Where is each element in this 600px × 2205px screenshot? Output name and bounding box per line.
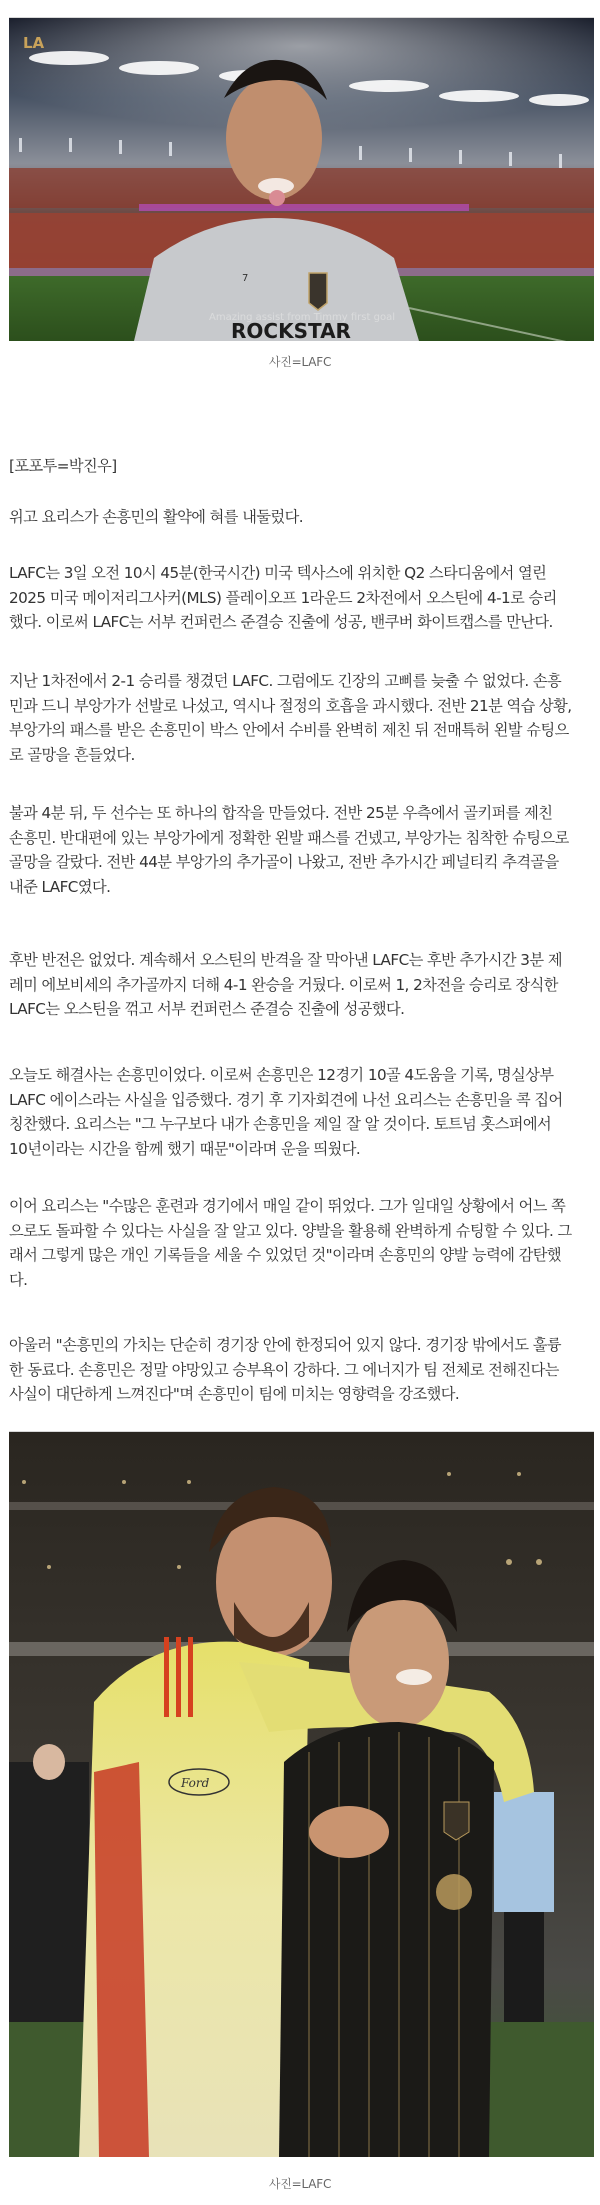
paragraph-line: 오늘도 해결사는 손흥민이었다. 이로써 손흥민은 12경기 10골 4도움을 기록, 명실상부 [9,1066,554,1084]
paragraph-line: 한 동료다. 손흥민은 정말 야망있고 승부욕이 강하다. 그 에너지가 팀 전체로 전해진다는 [9,1360,559,1379]
paragraph-line: 10년이라는 시간을 함께 했기 때문"이라며 운을 띄웠다. [9,1139,361,1158]
paragraph-line: 래서 그렇게 많은 개인 기록들을 세울 수 있었던 것"이라며 손흥민의 양발 능력에 감탄했 [9,1246,562,1265]
paragraph-line: LAFC는 오스틴을 꺾고 서부 컨퍼런스 준결승 진출에 성공했다. [9,1000,405,1019]
article-paragraph [9,1063,595,1161]
paragraph-line: 으로도 돌파할 수 있다는 사실을 잘 알고 있다. 양발을 활용해 완벽하게 슈팅할 수 있다. 그 [9,1221,572,1240]
article-photo-lloris-son [9,1431,594,2157]
paragraph-line: LAFC 에이스라는 사실을 입증했다. 경기 후 기자회견에 나선 요리스는 손흥민을 콕 집어 [9,1090,563,1109]
article-paragraph [9,801,595,899]
paragraph-line: 다. [9,1270,28,1289]
paragraph-line: 골망을 갈랐다. 전반 44분 부앙가의 추가골이 나왔고, 전반 추가시간 페널티킥 추격골을 [9,853,559,872]
paragraph-line: 후반 반전은 없었다. 계속해서 오스틴의 반격을 잘 막아낸 LAFC는 후반 추가시간 3분 제 [9,951,562,969]
paragraph-line: 내준 LAFC였다. [9,877,111,896]
svg-text:LA: LA [23,34,45,52]
paragraph-line: 손흥민. 반대편에 있는 부앙가에게 정확한 왼발 패스를 건넸고, 부앙가는 침착한 슈팅으로 [9,828,569,847]
svg-text:Amazing assist from Timmy firs: Amazing assist from Timmy first goal [209,312,395,323]
article-paragraph [9,1194,595,1292]
paragraph-line: 사실이 대단하게 느껴진다"며 손흥민이 팀에 미치는 영향력을 강조했다. [9,1385,460,1404]
photo-caption: 사진=LAFC [268,355,332,369]
article-paragraph [9,669,595,767]
photo-stadium-selfie [9,18,594,341]
photo-caption: 사진=LAFC [268,2177,332,2191]
paragraph-line: 레미 에보비세의 추가골까지 더해 4-1 완승을 거뒀다. 이로써 1, 2차전을 승리로 장식한 [9,975,558,994]
article-paragraph [9,948,595,1022]
article-paragraph [9,561,595,635]
byline: [포포투=박진우] [9,457,117,475]
paragraph-line: 부앙가의 패스를 받은 손흥민이 박스 안에서 수비를 완벽히 제친 뒤 전매특허 왼발 슈팅으 [9,721,569,740]
paragraph-line: 불과 4분 뒤, 두 선수는 또 하나의 합작을 만들었다. 전반 25분 우측에서 골키퍼를 제친 [9,804,553,822]
svg-text:ROCKSTAR: ROCKSTAR [231,319,351,341]
paragraph-line: LAFC는 3일 오전 10시 45분(한국시간) 미국 텍사스에 위치한 Q2 스타디움에서 열린 [9,564,547,582]
paragraph-line: 2025 미국 메이저리그사커(MLS) 플레이오프 1라운드 2차전에서 오스틴에 4-1로 승리 [9,588,557,607]
photo-lloris-and-son [9,1432,594,2157]
article-photo-son-heung-min [9,17,594,341]
paragraph-line: 지난 1차전에서 2-1 승리를 챙겼던 LAFC. 그럼에도 긴장의 고삐를 늦출 수 없었다. 손흥 [9,672,562,690]
svg-text:7: 7 [242,273,249,284]
paragraph-line: 민과 드니 부앙가가 선발로 나섰고, 역시나 절정의 호흡을 과시했다. 전반 21분 역습 상황, [9,696,572,715]
article-paragraph [9,1333,595,1407]
paragraph-line: 아울러 "손흥민의 가치는 단순히 경기장 안에 한정되어 있지 않다. 경기장 밖에서도 훌륭 [9,1336,562,1354]
paragraph-line: 했다. 이로써 LAFC는 서부 컨퍼런스 준결승 진출에 성공, 밴쿠버 화이트캡스를 만난다. [9,613,553,632]
paragraph-line: 칭찬했다. 요리스는 "그 누구보다 내가 손흥민을 제일 잘 알 것이다. 토트넘 홋스퍼에서 [9,1115,552,1134]
svg-text:Ford: Ford [181,1776,210,1790]
paragraph-line: 이어 요리스는 "수많은 훈련과 경기에서 매일 같이 뛰었다. 그가 일대일 상황에서 어느 쪽 [9,1197,566,1215]
paragraph-line: 로 골망을 흔들었다. [9,745,135,764]
lead-sentence: 위고 요리스가 손흥민의 활약에 혀를 내둘렀다. [9,508,303,526]
